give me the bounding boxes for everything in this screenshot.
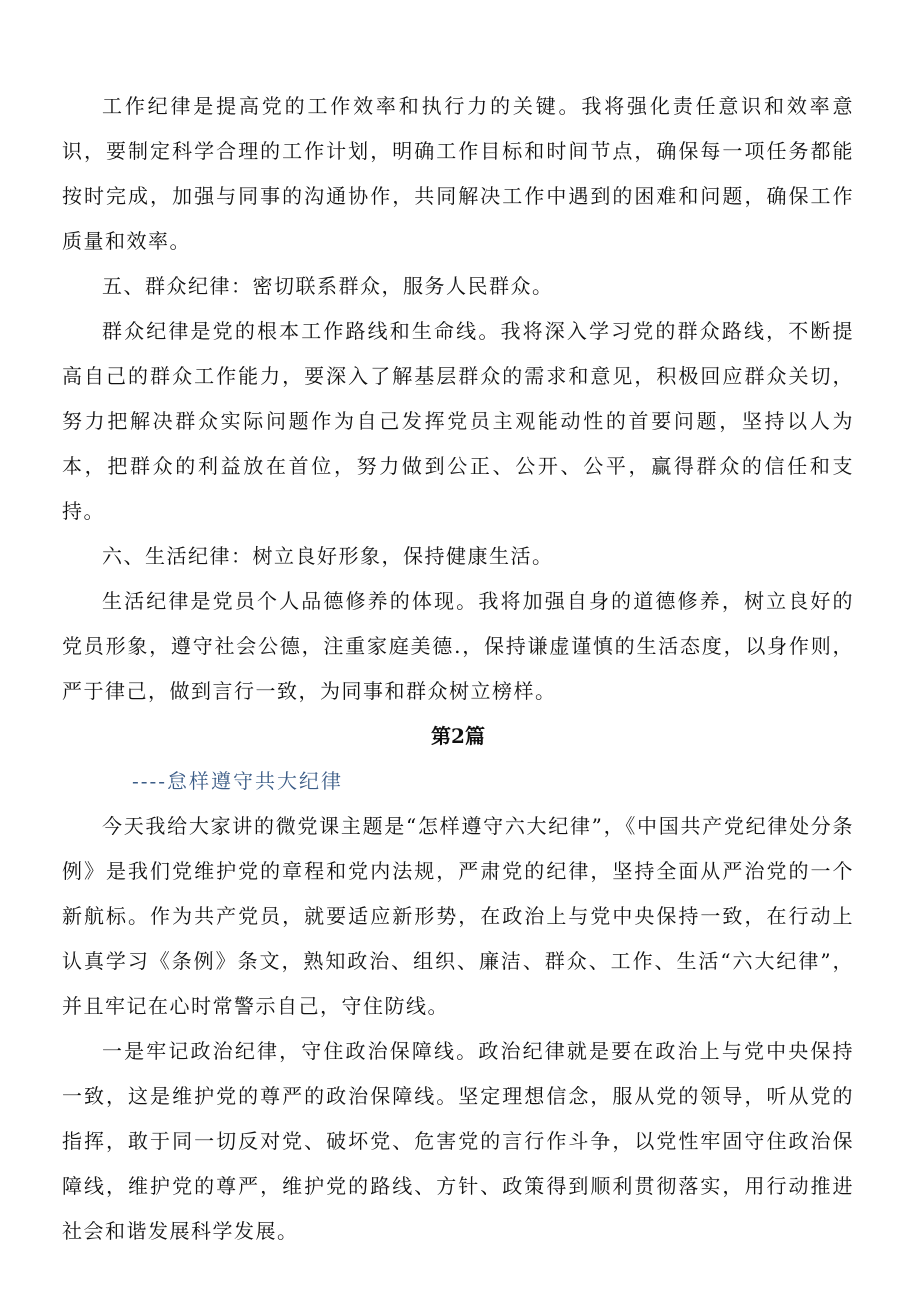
paragraph-political-discipline: 一是牢记政治纪律，守住政治保障线。政治纪律就是要在政治上与党中央保持一致，这是维护党的尊严的政治保障线。坚定理想信念，服从党的领导，听从党的指挥，敢于同一切反对党、破坏党、危害党的言行作斗争，以党性牢固守住政治保障线，维护党的尊严，维护党的路线、方针、政策得到顺利贯彻落实，用行动推进社会和谐发展科学发展。 xyxy=(62,1039,854,1243)
paragraph-intro: 今天我给大家讲的微党课主题是“怎样遵守六大纪律”，《中国共产党纪律处分条例》是我们党维护党的章程和党内法规，严肃党的纪律，坚持全面从严治党的一个新航标。作为共产党员，就要适应新形势，在政治上与党中央保持一致，在行动上认真学习《条例》条文，熟知政治、组织、廉洁、群众、工作、生活“六大纪律”，并且牢记在心时常警示自己，守住防线。 xyxy=(62,814,854,1018)
section-title: 第2篇 xyxy=(431,724,485,748)
section-subtitle: ----怠样遵守共大纪律 xyxy=(132,769,344,793)
document-page xyxy=(62,84,854,1254)
paragraph-mass-discipline: 群众纪律是党的根本工作路线和生命线。我将深入学习党的群众路线，不断提高自己的群众工作能力，要深入了解基层群众的需求和意见，积极回应群众关切，努力把解决群众实际问题作为自己发挥党员主观能动性的首要问题，坚持以人为本，把群众的利益放在首位，努力做到公正、公开、公平，赢得群众的信任和支持。 xyxy=(62,319,854,523)
paragraph-life-discipline: 生活纪律是党员个人品德修养的体现。我将加强自身的道德修养，树立良好的党员形象，遵守社会公德，注重家庭美德.，保持谦虚谨慎的生活态度，以身作则，严于律己，做到言行一致，为同事和群众树立榜样。 xyxy=(62,589,854,703)
paragraph-work-discipline: 工作纪律是提高党的工作效率和执行力的关键。我将强化责任意识和效率意识，要制定科学合理的工作计划，明确工作目标和时间节点，确保每一项任务都能按时完成，加强与同事的沟通协作，共同解决工作中遇到的困难和问题，确保工作质量和效率。 xyxy=(62,94,854,253)
heading-life-discipline: 六、生活纪律：树立良好形象，保持健康生活。 xyxy=(102,544,554,568)
heading-mass-discipline: 五、群众纪律：密切联系群众，服务人民群众。 xyxy=(102,274,554,298)
